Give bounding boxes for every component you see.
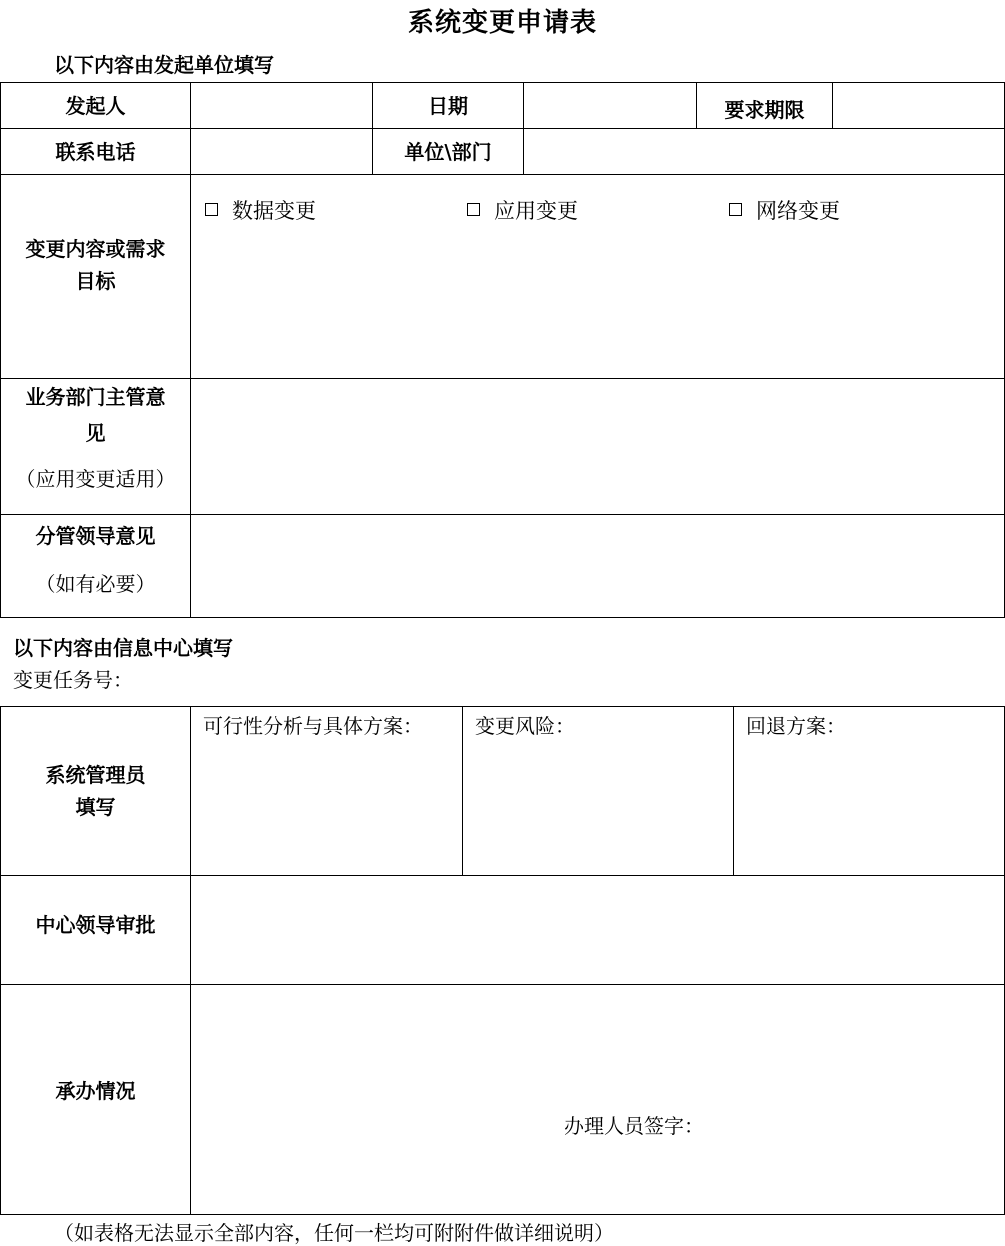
- footer-note: （如表格无法显示全部内容，任何一栏均可附附件做详细说明）: [54, 1221, 614, 1245]
- checkbox-data-change-label: 数据变更: [232, 199, 316, 223]
- dept-head-opinion-field[interactable]: [191, 379, 1004, 514]
- checkbox-icon: [729, 203, 742, 216]
- checkbox-network-change-label: 网络变更: [756, 199, 840, 223]
- handling-field[interactable]: [191, 985, 1004, 1214]
- sysadmin-label: [1, 707, 190, 875]
- task-number-label: 变更任务号：: [13, 668, 133, 692]
- dept-head-opinion-line2: 见: [85, 421, 106, 445]
- checkbox-app-change[interactable]: [467, 195, 578, 225]
- leader-opinion-label: [1, 515, 190, 605]
- leader-opinion-note: （如有必要）: [35, 572, 156, 596]
- risk-label: 变更风险：: [475, 714, 575, 738]
- risk-field[interactable]: [463, 740, 733, 875]
- center-approval-label: 中心领导审批: [35, 913, 156, 937]
- initiator-field[interactable]: [191, 83, 372, 128]
- department-field[interactable]: [524, 129, 1004, 174]
- dept-head-opinion-line1: 业务部门主管意: [25, 385, 166, 409]
- change-content-label-line1: 变更内容或需求: [25, 237, 166, 261]
- change-content-label: [1, 175, 190, 355]
- leader-opinion-title: 分管领导意见: [35, 524, 156, 548]
- checkbox-icon: [467, 203, 480, 216]
- date-label: 日期: [428, 93, 468, 118]
- department-label: 单位\部门: [404, 139, 492, 164]
- leader-opinion-field[interactable]: [191, 515, 1004, 617]
- phone-label: 联系电话: [55, 139, 136, 164]
- date-field[interactable]: [524, 83, 696, 128]
- change-content-field[interactable]: [191, 230, 1004, 377]
- initiator-label: 发起人: [65, 93, 126, 118]
- form-title: 系统变更申请表: [407, 8, 597, 38]
- dept-head-opinion-label: [1, 379, 190, 497]
- section1-heading: 以下内容由发起单位填写: [54, 53, 274, 77]
- rollback-label: 回退方案：: [746, 714, 846, 738]
- handling-label: 承办情况: [55, 1079, 136, 1103]
- deadline-label: 要求期限: [724, 97, 805, 122]
- checkbox-data-change[interactable]: [205, 195, 316, 225]
- checkbox-icon: [205, 203, 218, 216]
- section2-heading: 以下内容由信息中心填写: [13, 636, 233, 660]
- handler-signature-label: 办理人员签字：: [564, 1114, 704, 1138]
- phone-field[interactable]: [191, 129, 372, 174]
- feasibility-field[interactable]: [191, 740, 462, 875]
- sysadmin-label-line2: 填写: [75, 795, 116, 819]
- deadline-field[interactable]: [833, 83, 1004, 128]
- feasibility-label: 可行性分析与具体方案：: [203, 714, 423, 738]
- checkbox-app-change-label: 应用变更: [494, 199, 578, 223]
- sysadmin-label-line1: 系统管理员: [45, 763, 146, 787]
- change-content-label-line2: 目标: [75, 269, 116, 293]
- rollback-field[interactable]: [734, 740, 1004, 875]
- center-approval-field[interactable]: [191, 876, 1004, 984]
- checkbox-network-change[interactable]: [729, 195, 840, 225]
- dept-head-opinion-note: （应用变更适用）: [15, 467, 176, 491]
